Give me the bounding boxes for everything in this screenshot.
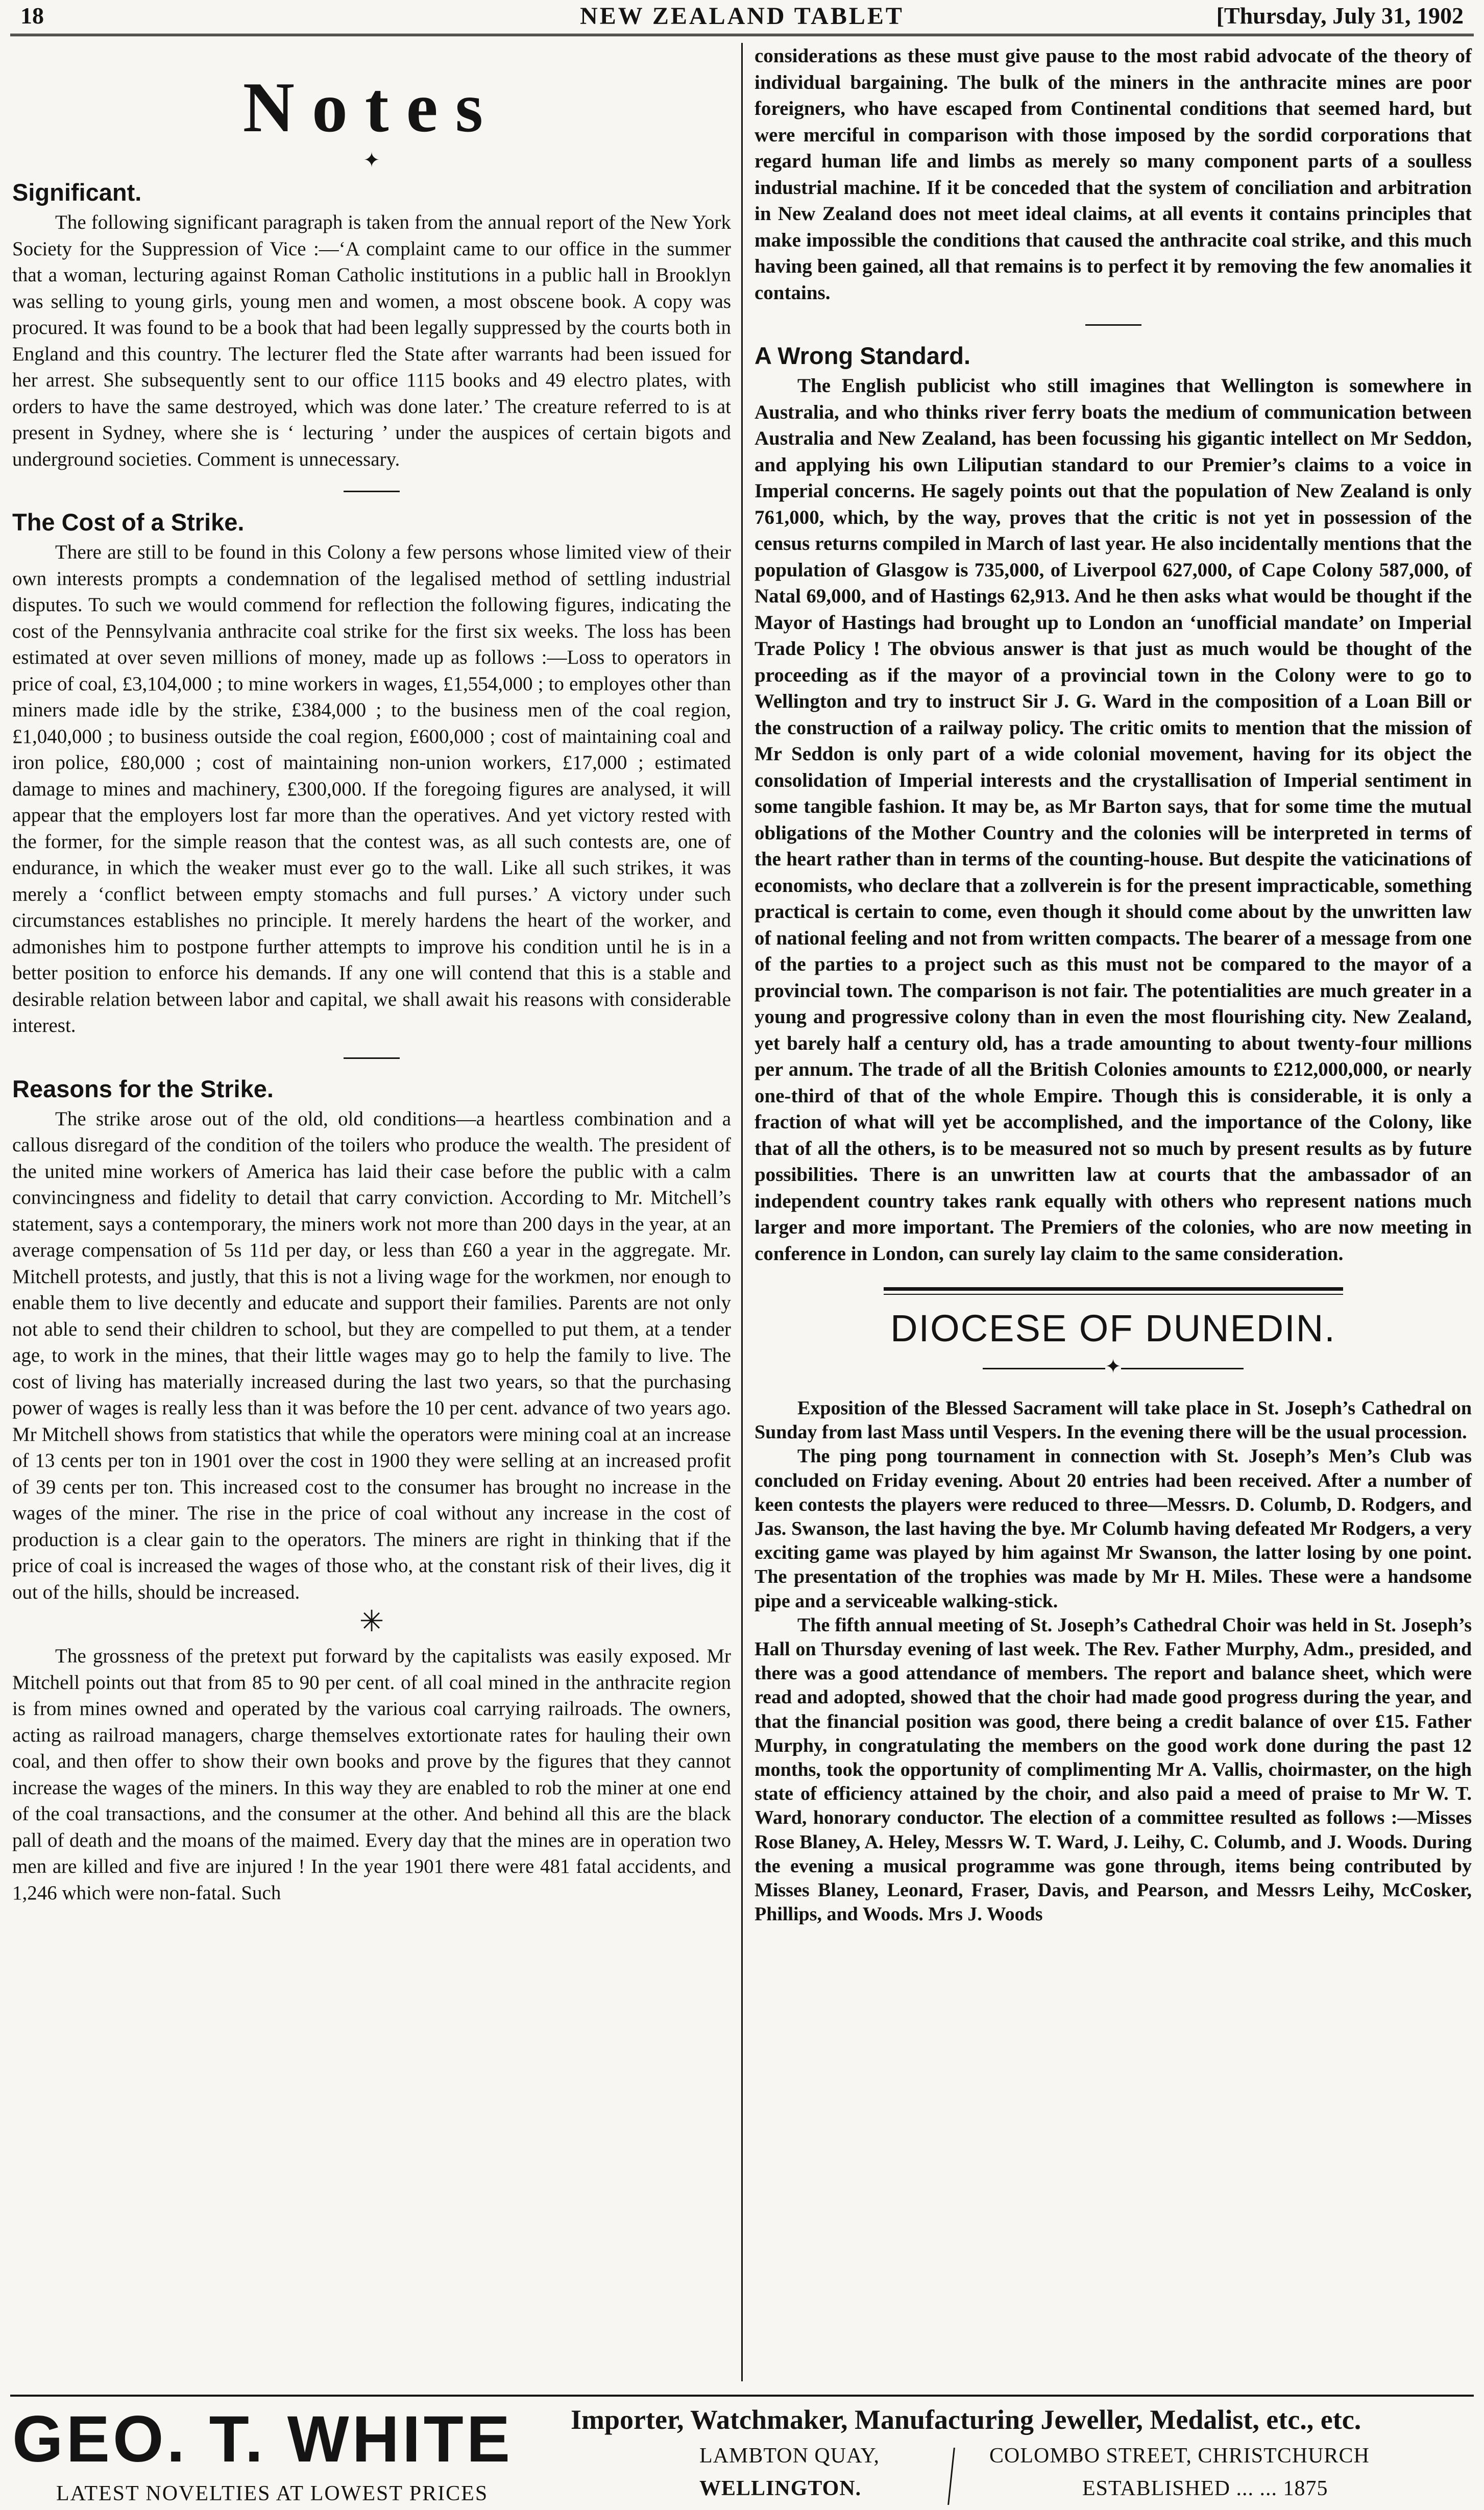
- right-column: [755, 43, 1472, 2381]
- article-cost-of-strike: [12, 508, 731, 1039]
- address-wellington-street: LAMBTON QUAY,: [699, 2444, 880, 2468]
- advertiser-name: GEO. T. WHITE: [12, 2403, 514, 2476]
- article-reasons-for-strike: [12, 1074, 731, 1906]
- article-heading: Significant.: [12, 179, 142, 206]
- thick-rule: [884, 1287, 1343, 1291]
- news-paragraph: Exposition of the Blessed Sacrament will take place in St. Joseph’s Cathedral on Sunday from last Mass until Vespers. In the evening there will be the usual procession.: [755, 1397, 1472, 1443]
- article-heading: A Wrong Standard.: [755, 342, 970, 369]
- address-wellington-city: WELLINGTON.: [699, 2477, 862, 2500]
- article-paragraph: The strike arose out of the old, old conditions—a heartless combination and a callous disregard of the condition of the toilers who produce the wealth. The president of the united mine workers of America has laid their case before the public with a calm convincingness and fidelity to detail that carry conviction. According to Mr. Mitchell’s statement, says a contemporary, the miners work not more than 200 days in the year, at an average compensation of 5s 11d per day, or less than £60 a year in the aggregate. Mr. Mitchell protests, and justly, that this is not a living wage for the workmen, nor enough to enable them to live decently and educate and support their families. Parents are not only not able to send their children to school, but they are compelled to put them, at a tender age, to work in the mines, that their little wages may go to help the family to live. The cost of living has materially increased during the last two years, so that the purchasing power of wages is really less than it was before the 10 per cent. advance of two years ago. Mr Mitchell shows from statistics that while the operators were mining coal at an increase of 13 cents per ton in 1901 over the cost in 1900 they were selling at an increased profit of 39 cents per ton. This increased cost to the consumer has brought no increase in the wages of the miner. The rise in the price of coal without any increase in the cost of production is a clear gain to the operators. The miners are right in thinking that if the price of coal is increased the wages of those who, at the constant risk of their lives, dig it out of the hills, should be increased.: [12, 1107, 731, 1603]
- header-rule: [10, 34, 1474, 36]
- section-divider: [1085, 324, 1141, 326]
- left-column: [12, 43, 731, 2381]
- article-wrong-standard: [755, 341, 1472, 1267]
- page-header: [0, 0, 1484, 32]
- diamond-rule: [755, 1355, 1472, 1378]
- article-paragraph: There are still to be found in this Colony a few persons whose limited view of their own interests prompts a condemnation of the legalised method of settling industrial disputes. To such we would commend for reflection the following figures, indicating the cost of the Pennsylvania anthracite coal strike for the first six weeks. The loss has been estimated at over seven millions of money, made up as follows :—Loss to operators in price of coal, £3,104,000 ; to mine workers in wages, £1,554,000 ; to employes other than miners made idle by the strike, £384,000 ; to the business men of the coal region, £1,040,000 ; to business outside the coal region, £600,000 ; cost of maintaining coal and iron police, £80,000 ; cost of maintaining non-union workers, £17,000 ; estimated damage to mines and machinery, £300,000. If the foregoing figures are analysed, it will appear that the employers lost far more than the operatives. And yet victory rested with the former, for the simple reason that the contest was, as all such contests are, one of endurance, in which the weaker must ever go to the wall. Like all such strikes, it was merely a ‘conflict between empty stomachs and full purses.’ A victory under such circumstances establishes no principle. It merely hardens the heart of the worker, and admonishes him to postpone further attempts to improve his condition until he is in a better position to enforce his demands. If any one will contend that this is a stable and desirable relation between labor and capital, we shall await his reasons with considerable interest.: [12, 541, 731, 1036]
- article-heading: Reasons for the Strike.: [12, 1075, 274, 1102]
- publication-title: NEW ZEALAND TABLET: [580, 3, 904, 30]
- diocese-heading: DIOCESE OF DUNEDIN.: [890, 1307, 1336, 1349]
- continued-article: [755, 43, 1472, 306]
- article-heading: The Cost of a Strike.: [12, 509, 245, 536]
- article-paragraph: The following significant paragraph is taken from the annual report of the New York Society for the Suppression of Vice :—‘A complaint came to our office in the summer that a woman, lecturing against Roman Catholic institutions in a public hall in Brooklyn was selling to young girls, young men and women, a most obscene book. A copy was procured. It was found to be a book that had been legally suppressed by the courts both in England and this country. The lecturer fled the State after warrants had been issued for her arrest. She subsequently sent to our office 1115 books and 49 electro plates, with orders to have the same destroyed, which was done later.’ The creature referred to is at present in Sydney, where she is ‘ lecturing ’ under the auspices of certain bigots and underground societies. Comment is unnecessary.: [12, 211, 731, 470]
- diocese-news: [755, 1396, 1472, 1926]
- advertisement: [0, 2395, 1484, 2510]
- news-paragraph: The fifth annual meeting of St. Joseph’s Cathedral Choir was held in St. Joseph’s Hall on Thursday evening of last week. The Rev. Father Murphy, Adm., presided, and there was a good attendance of members. The report and balance sheet, which were read and adopted, showed that the choir had made good progress during the year, and that the financial position was good, there being a credit balance of over £15. Father Murphy, in congratulating the members on the good work done during the past 12 months, took the opportunity of complimenting Mr A. Vallis, choirmaster, on the high state of efficiency attained by the choir, and also paid a meed of praise to Mr W. T. Ward, honorary conductor. The election of a committee resulted as follows :—Misses Rose Blaney, A. Heley, Messrs W. T. Ward, J. Leihy, C. Columb, and J. Woods. During the evening a musical programme was gone through, items being contributed by Misses Blaney, Leonard, Fraser, Davis, and Pearson, and Messrs Leihy, McCosker, Phillips, and Woods. Mrs J. Woods: [755, 1614, 1472, 1925]
- established-year: ESTABLISHED ... ... 1875: [1082, 2477, 1328, 2500]
- section-divider: [344, 491, 400, 492]
- column-divider: [741, 43, 743, 2381]
- article-paragraph: The English publicist who still imagines that Wellington is somewhere in Australia, and who thinks river ferry boats the medium of communication between Australia and New Zealand, has been focussing his gigantic intellect on Mr Seddon, and applying his own Liliputian standard to our Premier’s claims to a voice in Imperial concerns. He sagely points out that the population of New Zealand is only 761,000, which, by the way, proves that the critic is not yet in possession of the census returns compiled in March of last year. He also incidentally mentions that the population of Glasgow is 735,000, of Liverpool 627,000, of Cape Colony 587,000, of Natal 69,000, and of Hastings 62,913. And he then asks what would be thought if the Mayor of Hastings had brought up to London an ‘unofficial mandate’ on Imperial Trade Policy ! The obvious answer is that just as much would be thought of the proceeding as if the mayor of a provincial town in the Colony were to go to Wellington and try to instruct Sir J. G. Ward in the composition of a Loan Bill or the construction of a railway policy. The critic omits to mention that the mission of Mr Seddon is only part of a wide colonial movement, having for its object the consolidation of Imperial interests and the crystallisation of Imperial sentiment in some tangible fashion. It may be, as Mr Barton says, that for some time the mutual obligations of the Mother Country and the colonies will be interpreted in terms of the heart rather than in terms of the counting-house. But despite the vaticinations of economists, who declare that a zollverein is for the present impracticable, something practical is certain to come, even though it should come about by the unwritten law of national feeling and not from written compacts. The bearer of a message from one of the parties to a project such as this must not be compared to the mayor of a provincial town. The comparison is not fair. The potentialities are much greater in a young and progressive colony than in even the most flourishing city. New Zealand, yet barely half a century old, has a trade amounting to about twenty-four millions per annum. The trade of all the British Colonies amounts to £212,000,000, or nearly one-third of that of the whole Empire. Though this is considerable, it is only a fraction of what will yet be accomplished, and the importance of the Colony, like that of all the others, is to be measured not so much by present results as by future possibilities. There is an unwritten law at courts that the ambassador of an independent country takes rank equally with others who represent nations much larger and more important. The Premiers of the colonies, who are now meeting in conference in London, can surely lay claim to the same consideration.: [755, 375, 1472, 1265]
- asterisk-icon: ✳: [359, 1605, 384, 1638]
- advertiser-tagline: LATEST NOVELTIES AT LOWEST PRICES: [56, 2482, 489, 2505]
- address-christchurch: COLOMBO STREET, CHRISTCHURCH: [989, 2444, 1370, 2468]
- article-paragraph: considerations as these must give pause to the most rabid advocate of the theory of individual bargaining. The bulk of the miners in the anthracite mines are poor foreigners, who have escaped from Continental conditions that seemed hard, but were merciful in comparison with those imposed by the sordid corporations that regard human life and limbs as merely so many component parts of a soulless industrial machine. If it be conceded that the system of conciliation and arbitration in New Zealand does not meet ideal claims, at all events it contains principles that make impossible the conditions that caused the anthracite coal strike, and this much having been gained, all that remains is to perfect it by removing the few anomalies it contains.: [755, 45, 1472, 304]
- ornament-icon: ✦: [1105, 1356, 1122, 1378]
- notes-title: Notes: [242, 68, 501, 147]
- ornament-icon: ✦: [363, 149, 380, 172]
- thin-rule: [884, 1294, 1343, 1295]
- news-paragraph: The ping pong tournament in connection with St. Joseph’s Men’s Club was concluded on Friday evening. About 20 entries had been received. After a number of keen contests the players were reduced to three—Messrs. D. Columb, D. Rodgers, and Jas. Swanson, the last having the bye. Mr Columb having defeated Mr Rodgers, a very exciting game was played by him against Mr Swanson, the latter losing by one point. The presentation of the trophies was made by Mr H. Miles. These were a handsome pipe and a serviceable walking-stick.: [755, 1445, 1472, 1612]
- issue-date: [Thursday, July 31, 1902: [1216, 3, 1464, 29]
- page-number: 18: [20, 3, 44, 29]
- advertiser-trade: Importer, Watchmaker, Manufacturing Jeweller, Medalist, etc., etc.: [571, 2404, 1361, 2435]
- article-paragraph: The grossness of the pretext put forward by the capitalists was easily exposed. Mr Mitchell points out that from 85 to 90 per cent. of all coal mined in the anthracite region is from mines owned and operated by the various coal carrying railroads. The owners, acting as railroad managers, charge themselves extortionate rates for hauling their own coal, and then offer to show their own books and prove by the figures that they cannot increase the wages of the miners. In this way they are enabled to rob the miner at one end of the coal transactions, and the consumer at the other. And behind all this are the black pall of death and the moans of the maimed. Every day that the mines are in operation two men are killed and five are injured ! In the year 1901 there were 481 fatal accidents, and 1,246 which were non-fatal. Such: [12, 1645, 731, 1904]
- advert-rule: [10, 2395, 1474, 2397]
- article-significant: [12, 178, 731, 472]
- section-divider: [344, 1057, 400, 1059]
- address-divider: [947, 2448, 955, 2505]
